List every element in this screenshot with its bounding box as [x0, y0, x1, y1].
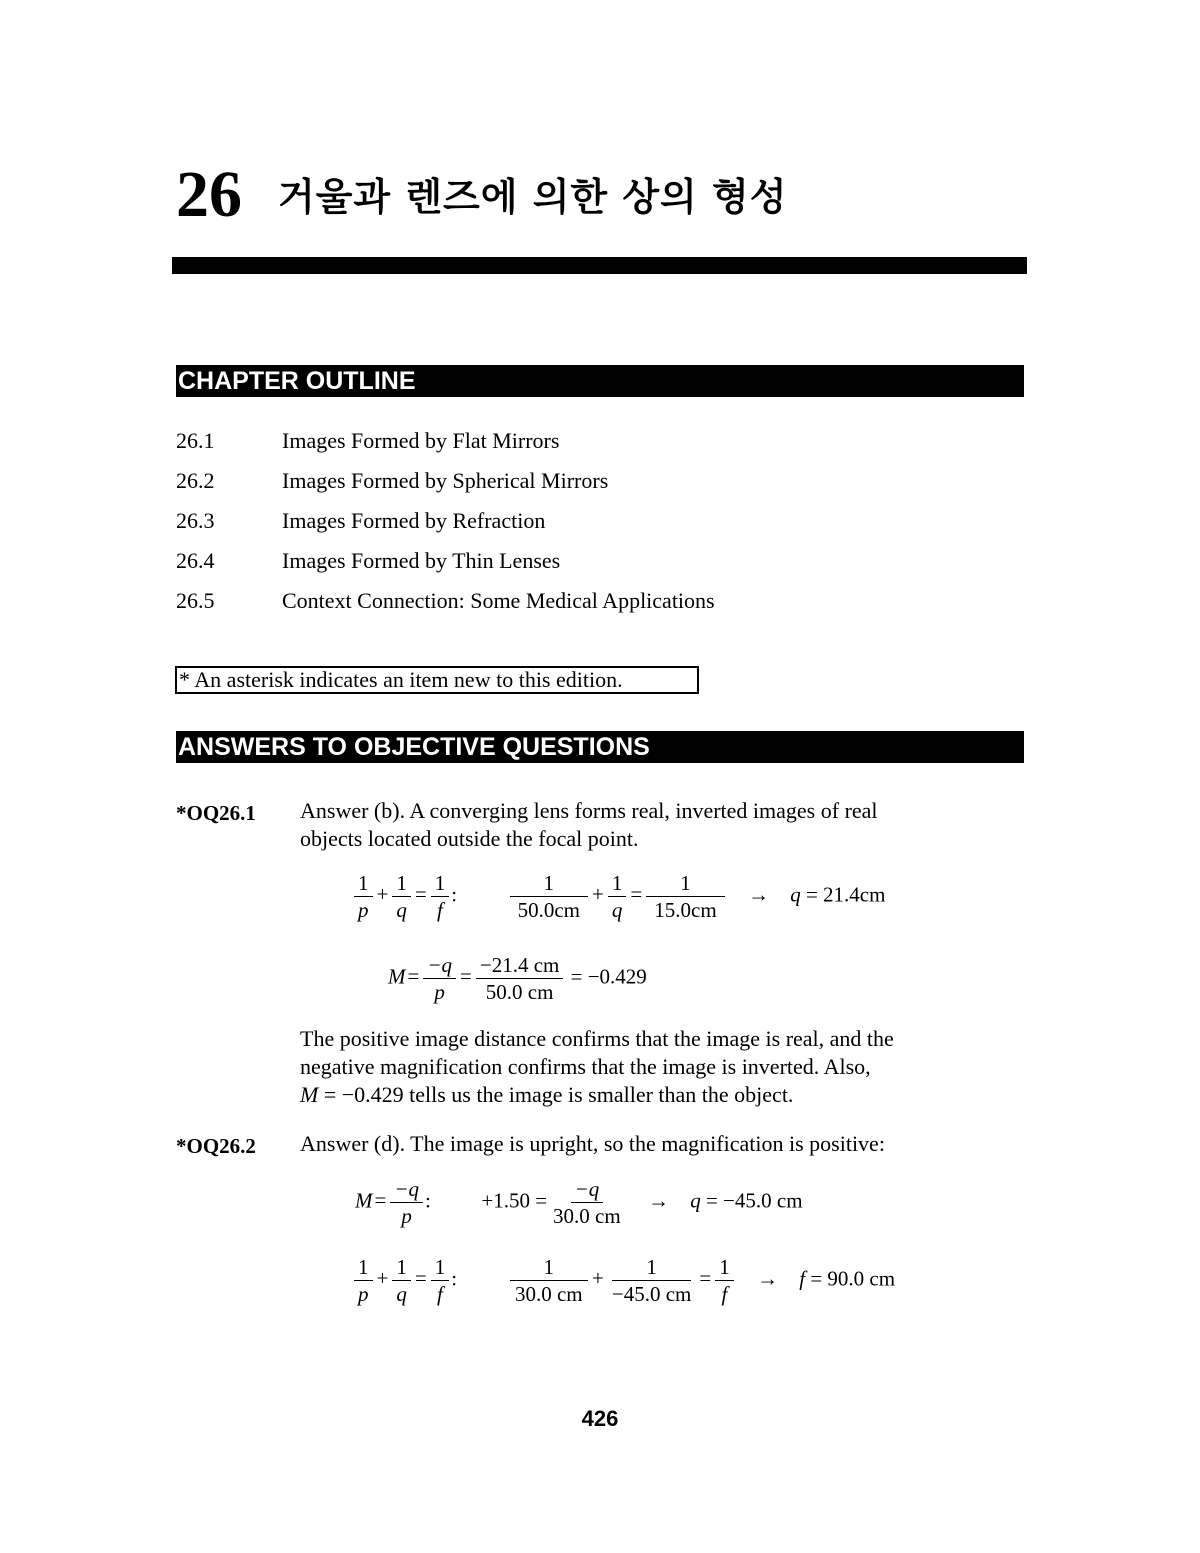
fraction: $\frac{1}{q}$ [392, 1256, 411, 1305]
arrow-icon: → [747, 882, 769, 907]
fraction: $\frac{1}{-45.0 cm}$ [611, 1255, 692, 1307]
fraction: $\frac{1}{15.0cm}$ [646, 872, 725, 921]
outline-item-title: Images Formed by Flat Mirrors [282, 428, 560, 453]
asterisk-note: * An asterisk indicates an item new to this edition. [175, 666, 699, 694]
fraction: $\frac{1}{30.0 cm}$ [510, 1256, 589, 1305]
text-line: Answer (b). A converging lens forms real, inverted images of real [300, 798, 878, 823]
outline-item-number: 26.5 [176, 588, 215, 613]
fraction: $\frac{-q}{p}$ [390, 1178, 423, 1227]
answer-intro: Answer (d). The image is upright, so the magnification is positive: [300, 1131, 885, 1156]
arrow-icon: → [756, 1266, 778, 1291]
outline-item-title: Images Formed by Refraction [282, 508, 546, 533]
chapter-number: 26 [176, 158, 242, 231]
outline-item-title: Context Connection: Some Medical Applications [282, 588, 715, 613]
thin-lens-equation: $\frac{1}{p}$ + $\frac{1}{q}$ = $\frac{1}{f}$ : $\frac{1}{30.0 cm}$ + $\frac{1}{-45.0 cm}$ = $\frac{1}{f}$ → f = 90.0 cm [352, 1256, 895, 1305]
outline-item-number: 26.2 [176, 468, 215, 493]
answer-explanation [300, 1025, 1020, 1109]
text-line: negative magnification confirms that the image is inverted. Also, [300, 1054, 871, 1079]
question-label: *OQ26.1 [176, 801, 256, 825]
arrow-icon: → [647, 1188, 669, 1213]
magnification-equation: M= $\frac{-q}{p}$ : +1.50 = $\frac{-q}{30.0 cm}$ → q = −45.0 cm [355, 1177, 803, 1229]
fraction: $\frac{1}{q}$ [608, 872, 627, 921]
question-label: *OQ26.2 [176, 1134, 256, 1158]
fraction: $\frac{1}{f}$ [431, 1256, 450, 1305]
fraction: $\frac{1}{p}$ [354, 872, 373, 921]
fraction: $\frac{1}{50.0cm}$ [510, 872, 589, 921]
thin-lens-equation: $\frac{1}{p}$ + $\frac{1}{q}$ = $\frac{1}{f}$ : $\frac{1}{50.0cm}$ + $\frac{1}{q}$ = $\frac{1}{15.0cm}$ → q = 21.4cm [352, 872, 885, 921]
outline-item-number: 26.4 [176, 548, 215, 573]
chapter-rule [172, 257, 1027, 274]
fraction: $\frac{1}{f}$ [431, 872, 450, 921]
text-line: M = −0.429 tells us the image is smaller than the object. [300, 1082, 794, 1107]
fraction: $\frac{-q}{p}$ [423, 954, 456, 1003]
answers-heading: ANSWERS TO OBJECTIVE QUESTIONS [176, 731, 1024, 763]
outline-item-title: Images Formed by Spherical Mirrors [282, 468, 609, 493]
text-line: objects located outside the focal point. [300, 826, 639, 851]
fraction: $\frac{1}{q}$ [392, 872, 411, 921]
chapter-title: 거울과 렌즈에 의한 상의 형성 [278, 175, 788, 219]
outline-item-number: 26.1 [176, 428, 215, 453]
outline-item-number: 26.3 [176, 508, 215, 533]
fraction: $\frac{1}{f}$ [715, 1256, 734, 1305]
outline-heading: CHAPTER OUTLINE [176, 365, 1024, 397]
fraction: $\frac{-q}{30.0 cm}$ [553, 1177, 621, 1229]
fraction: $\frac{-21.4 cm}{50.0 cm}$ [476, 954, 564, 1003]
text-line: The positive image distance confirms that the image is real, and the [300, 1026, 894, 1051]
magnification-equation: M= $\frac{-q}{p}$ = $\frac{-21.4 cm}{50.0 cm}$ = −0.429 [388, 953, 647, 1005]
page-number: 426 [581, 1406, 619, 1431]
fraction: $\frac{1}{p}$ [354, 1256, 373, 1305]
answer-intro [300, 797, 1020, 853]
outline-item-title: Images Formed by Thin Lenses [282, 548, 561, 573]
